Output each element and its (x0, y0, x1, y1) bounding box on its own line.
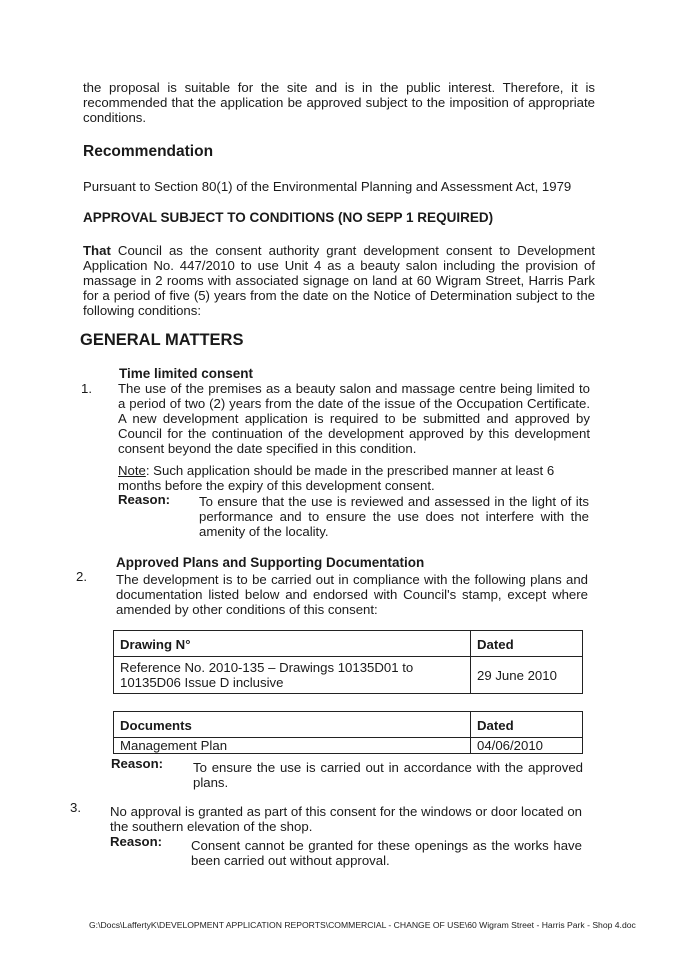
condition-3-text: No approval is granted as part of this consent for the windows or door located on the southern elevation of the shop. (110, 804, 582, 834)
note-text: : Such application should be made in the prescribed manner at least 6 months before the expiry of this development consent. (118, 463, 555, 493)
table-cell: Management Plan (114, 738, 471, 754)
condition-1-title: Time limited consent (119, 366, 254, 381)
table-cell: 29 June 2010 (471, 657, 583, 694)
table-header-cell: Drawing N° (114, 631, 471, 657)
condition-1-text: The use of the premises as a beauty salon and massage centre being limited to a period of two (2) years from the date of the issue of the Occupation Certificate. A new development application is required to be submitted and approved by Council for the continuation of the development approved by this development consent beyond the date specified in this condition. (118, 381, 590, 456)
condition-2-reason-label: Reason: (111, 756, 164, 771)
note-label: Note (118, 463, 146, 478)
table-header-cell: Dated (471, 631, 583, 657)
condition-2-reason-text: To ensure the use is carried out in accordance with the approved plans. (193, 760, 583, 790)
table-header-row (114, 712, 583, 738)
table-header-cell: Dated (471, 712, 583, 738)
general-matters-heading: GENERAL MATTERS (80, 331, 244, 349)
recommendation-heading: Recommendation (83, 143, 214, 160)
footer-file-path: G:\Docs\LaffertyK\DEVELOPMENT APPLICATION REPORTS\COMMERCIAL - CHANGE OF USE\60 Wigram Street - Harris Park - Shop 4.doc (89, 920, 636, 930)
condition-2-text: The development is to be carried out in compliance with the following plans and documentation listed below and endorsed with Council's stamp, except where amended by other conditions of this consent: (116, 572, 588, 617)
recommendation-text: Pursuant to Section 80(1) of the Environmental Planning and Assessment Act, 1979 (83, 179, 572, 194)
condition-3-number: 3. (70, 800, 81, 815)
approval-heading: APPROVAL SUBJECT TO CONDITIONS (NO SEPP 1 REQUIRED) (83, 210, 494, 225)
table-header-row (114, 631, 583, 657)
condition-1-number: 1. (81, 381, 92, 396)
intro-paragraph: the proposal is suitable for the site and is in the public interest. Therefore, it is recommended that the application be approved subject to the imposition of appropriate conditions. (83, 80, 595, 125)
approval-paragraph (83, 243, 595, 318)
condition-1-reason-label: Reason: (118, 492, 171, 507)
table-header-cell: Documents (114, 712, 471, 738)
condition-3-reason-label: Reason: (110, 834, 163, 849)
condition-2-number: 2. (76, 569, 87, 584)
condition-2-title: Approved Plans and Supporting Documentation (116, 555, 425, 570)
table-row (114, 738, 583, 754)
drawings-table (113, 630, 583, 694)
documents-table (113, 711, 583, 754)
approval-lead: That (83, 243, 111, 258)
condition-3-reason-text: Consent cannot be granted for these openings as the works have been carried out without approval. (191, 838, 582, 868)
condition-1-note (118, 463, 590, 493)
approval-text: Council as the consent authority grant development consent to Development Application No. 447/2010 to use Unit 4 as a beauty salon including the provision of massage in 2 rooms with associated signage on land at 60 Wigram Street, Harris Park for a period of five (5) years from the date on the Notice of Determination subject to the following conditions: (83, 243, 595, 318)
table-cell: 04/06/2010 (471, 738, 583, 754)
table-row (114, 657, 583, 694)
table-cell: Reference No. 2010-135 – Drawings 10135D01 to 10135D06 Issue D inclusive (114, 657, 471, 694)
condition-1-reason-text: To ensure that the use is reviewed and assessed in the light of its performance and to ensure the use does not interfere with the amenity of the locality. (199, 494, 589, 539)
